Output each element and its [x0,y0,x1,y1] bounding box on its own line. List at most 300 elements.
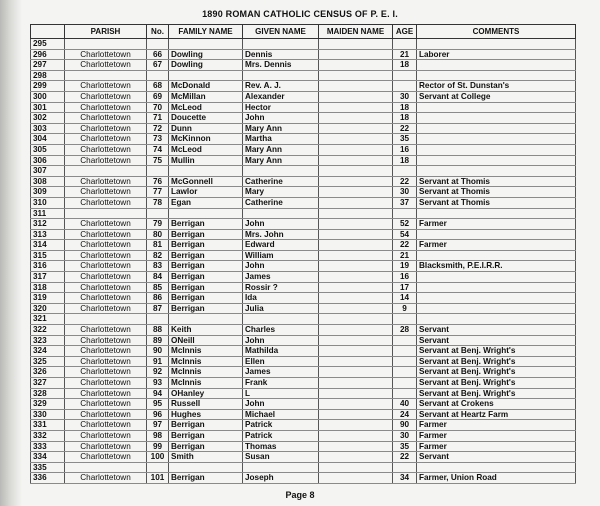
comments-cell: Servant at Crokens [417,399,576,410]
line-number-cell: 321 [31,314,65,325]
household-number-cell [147,39,169,50]
table-row [31,208,576,219]
family-name-cell [169,70,243,81]
age-cell: 37 [393,197,417,208]
parish-cell: Charlottetown [65,335,147,346]
family-name-cell: McLeod [169,144,243,155]
line-number-cell: 318 [31,282,65,293]
parish-cell: Charlottetown [65,272,147,283]
given-name-cell: James [243,272,319,283]
household-number-cell: 73 [147,134,169,145]
line-number-cell: 312 [31,219,65,230]
household-number-cell [147,462,169,473]
parish-cell [65,462,147,473]
family-name-cell [169,166,243,177]
maiden-name-cell [319,81,393,92]
given-name-cell: Michael [243,409,319,420]
maiden-name-cell [319,441,393,452]
line-number-cell: 322 [31,325,65,336]
comments-cell: Servant at Benj. Wright's [417,388,576,399]
parish-cell: Charlottetown [65,113,147,124]
table-row [31,134,576,145]
maiden-name-cell [319,219,393,230]
table-row [31,346,576,357]
maiden-name-cell [319,293,393,304]
table-row [31,39,576,50]
age-cell: 14 [393,293,417,304]
parish-cell: Charlottetown [65,144,147,155]
given-name-cell: William [243,250,319,261]
table-row [31,335,576,346]
parish-cell [65,208,147,219]
maiden-name-cell [319,49,393,60]
comments-cell [417,314,576,325]
line-number-cell: 325 [31,356,65,367]
age-cell: 35 [393,134,417,145]
maiden-name-cell [319,314,393,325]
line-number-cell: 326 [31,367,65,378]
family-name-cell: Dowling [169,60,243,71]
comments-cell: Servant at Benj. Wright's [417,356,576,367]
family-name-cell: Berrigan [169,219,243,230]
family-name-cell: Berrigan [169,293,243,304]
comments-cell [417,123,576,134]
table-row [31,367,576,378]
header-maiden-name: MAIDEN NAME [319,25,393,39]
parish-cell: Charlottetown [65,219,147,230]
given-name-cell: Joseph [243,473,319,484]
comments-cell: Servant at College [417,91,576,102]
parish-cell: Charlottetown [65,197,147,208]
parish-cell: Charlottetown [65,409,147,420]
table-row [31,272,576,283]
family-name-cell [169,39,243,50]
table-row [31,462,576,473]
age-cell: 30 [393,187,417,198]
given-name-cell: John [243,399,319,410]
maiden-name-cell [319,144,393,155]
maiden-name-cell [319,113,393,124]
age-cell [393,39,417,50]
maiden-name-cell [319,240,393,251]
age-cell [393,70,417,81]
maiden-name-cell [319,430,393,441]
age-cell: 16 [393,144,417,155]
parish-cell: Charlottetown [65,134,147,145]
household-number-cell: 92 [147,367,169,378]
age-cell: 18 [393,60,417,71]
maiden-name-cell [319,91,393,102]
given-name-cell [243,208,319,219]
given-name-cell: Mrs. John [243,229,319,240]
header-comments: COMMENTS [417,25,576,39]
parish-cell: Charlottetown [65,49,147,60]
age-cell [393,346,417,357]
maiden-name-cell [319,303,393,314]
header-age: AGE [393,25,417,39]
table-row [31,70,576,81]
parish-cell [65,39,147,50]
line-number-cell: 310 [31,197,65,208]
table-row [31,325,576,336]
maiden-name-cell [319,70,393,81]
line-number-cell: 301 [31,102,65,113]
given-name-cell: Julia [243,303,319,314]
table-row [31,91,576,102]
family-name-cell: McDonald [169,81,243,92]
comments-cell [417,229,576,240]
table-row [31,60,576,71]
parish-cell: Charlottetown [65,346,147,357]
family-name-cell: Berrigan [169,282,243,293]
age-cell: 19 [393,261,417,272]
table-row [31,123,576,134]
page-number: Page 8 [285,490,315,500]
parish-cell: Charlottetown [65,378,147,389]
maiden-name-cell [319,176,393,187]
age-cell: 16 [393,272,417,283]
given-name-cell: Patrick [243,430,319,441]
comments-cell [417,208,576,219]
line-number-cell: 336 [31,473,65,484]
family-name-cell: Dowling [169,49,243,60]
table-row [31,441,576,452]
parish-cell: Charlottetown [65,261,147,272]
maiden-name-cell [319,261,393,272]
given-name-cell: L [243,388,319,399]
comments-cell [417,155,576,166]
age-cell: 54 [393,229,417,240]
household-number-cell: 75 [147,155,169,166]
comments-cell: Servant at Thomis [417,197,576,208]
age-cell: 52 [393,219,417,230]
family-name-cell: Berrigan [169,261,243,272]
household-number-cell: 98 [147,430,169,441]
family-name-cell: Mullin [169,155,243,166]
family-name-cell: McInnis [169,346,243,357]
line-number-cell: 323 [31,335,65,346]
family-name-cell: ONeill [169,335,243,346]
parish-cell: Charlottetown [65,430,147,441]
given-name-cell: Hector [243,102,319,113]
table-row [31,303,576,314]
comments-cell [417,144,576,155]
household-number-cell: 97 [147,420,169,431]
household-number-cell: 90 [147,346,169,357]
comments-cell [417,113,576,124]
line-number-cell: 315 [31,250,65,261]
maiden-name-cell [319,378,393,389]
parish-cell: Charlottetown [65,420,147,431]
household-number-cell: 99 [147,441,169,452]
age-cell [393,166,417,177]
comments-cell: Farmer [417,441,576,452]
age-cell: 34 [393,473,417,484]
given-name-cell: Dennis [243,49,319,60]
given-name-cell: Martha [243,134,319,145]
line-number-cell: 316 [31,261,65,272]
household-number-cell: 79 [147,219,169,230]
comments-cell: Servant at Benj. Wright's [417,367,576,378]
comments-cell: Farmer [417,430,576,441]
comments-cell [417,102,576,113]
line-number-cell: 333 [31,441,65,452]
line-number-cell: 327 [31,378,65,389]
line-number-cell: 308 [31,176,65,187]
family-name-cell: McLeod [169,102,243,113]
table-row [31,144,576,155]
family-name-cell: McGonnell [169,176,243,187]
parish-cell: Charlottetown [65,293,147,304]
household-number-cell: 91 [147,356,169,367]
header-number: No. [147,25,169,39]
household-number-cell [147,314,169,325]
parish-cell: Charlottetown [65,102,147,113]
family-name-cell: Keith [169,325,243,336]
line-number-cell: 299 [31,81,65,92]
parish-cell: Charlottetown [65,60,147,71]
given-name-cell: Mary Ann [243,123,319,134]
family-name-cell: Berrigan [169,229,243,240]
family-name-cell: McMillan [169,91,243,102]
comments-cell: Blacksmith, P.E.I.R.R. [417,261,576,272]
given-name-cell: John [243,219,319,230]
given-name-cell: Mary Ann [243,155,319,166]
line-number-cell: 300 [31,91,65,102]
family-name-cell: Berrigan [169,272,243,283]
line-number-cell: 307 [31,166,65,177]
maiden-name-cell [319,346,393,357]
household-number-cell: 81 [147,240,169,251]
household-number-cell: 88 [147,325,169,336]
given-name-cell: Mary [243,187,319,198]
table-row [31,452,576,463]
table-row [31,378,576,389]
comments-cell: Servant [417,335,576,346]
line-number-cell: 334 [31,452,65,463]
line-number-cell: 302 [31,113,65,124]
maiden-name-cell [319,388,393,399]
table-row [31,282,576,293]
given-name-cell: Mary Ann [243,144,319,155]
household-number-cell: 86 [147,293,169,304]
household-number-cell: 74 [147,144,169,155]
household-number-cell: 84 [147,272,169,283]
maiden-name-cell [319,282,393,293]
parish-cell [65,70,147,81]
age-cell: 17 [393,282,417,293]
table-row [31,356,576,367]
age-cell: 30 [393,430,417,441]
line-number-cell: 311 [31,208,65,219]
age-cell [393,314,417,325]
household-number-cell: 96 [147,409,169,420]
maiden-name-cell [319,123,393,134]
maiden-name-cell [319,187,393,198]
maiden-name-cell [319,356,393,367]
line-number-cell: 319 [31,293,65,304]
age-cell: 18 [393,102,417,113]
household-number-cell: 85 [147,282,169,293]
maiden-name-cell [319,60,393,71]
family-name-cell: Berrigan [169,473,243,484]
family-name-cell: Berrigan [169,420,243,431]
age-cell: 28 [393,325,417,336]
maiden-name-cell [319,367,393,378]
parish-cell: Charlottetown [65,176,147,187]
table-row [31,430,576,441]
age-cell [393,335,417,346]
line-number-cell: 317 [31,272,65,283]
parish-cell: Charlottetown [65,187,147,198]
comments-cell: Servant at Benj. Wright's [417,346,576,357]
line-number-cell: 303 [31,123,65,134]
maiden-name-cell [319,102,393,113]
line-number-cell: 329 [31,399,65,410]
line-number-cell: 305 [31,144,65,155]
given-name-cell: Mathilda [243,346,319,357]
family-name-cell [169,314,243,325]
age-cell: 40 [393,399,417,410]
header-family-name: FAMILY NAME [169,25,243,39]
maiden-name-cell [319,155,393,166]
maiden-name-cell [319,325,393,336]
given-name-cell: Edward [243,240,319,251]
parish-cell: Charlottetown [65,303,147,314]
line-number-cell: 331 [31,420,65,431]
household-number-cell [147,208,169,219]
age-cell: 22 [393,240,417,251]
given-name-cell: Charles [243,325,319,336]
table-row [31,229,576,240]
maiden-name-cell [319,420,393,431]
table-row [31,293,576,304]
table-row [31,473,576,484]
comments-cell [417,134,576,145]
given-name-cell: John [243,261,319,272]
household-number-cell [147,70,169,81]
census-body [31,39,576,484]
comments-cell: Rector of St. Dunstan's [417,81,576,92]
parish-cell: Charlottetown [65,240,147,251]
line-number-cell: 297 [31,60,65,71]
age-cell [393,208,417,219]
family-name-cell: Doucette [169,113,243,124]
given-name-cell: Catherine [243,197,319,208]
comments-cell: Servant [417,325,576,336]
household-number-cell: 67 [147,60,169,71]
header-parish: PARISH [65,25,147,39]
age-cell: 18 [393,113,417,124]
household-number-cell: 69 [147,91,169,102]
document-title: 1890 ROMAN CATHOLIC CENSUS OF P. E. I. [202,9,398,19]
given-name-cell: Frank [243,378,319,389]
family-name-cell: Berrigan [169,240,243,251]
family-name-cell: Dunn [169,123,243,134]
given-name-cell [243,70,319,81]
given-name-cell: Thomas [243,441,319,452]
parish-cell: Charlottetown [65,441,147,452]
age-cell: 22 [393,452,417,463]
parish-cell: Charlottetown [65,155,147,166]
parish-cell: Charlottetown [65,250,147,261]
comments-cell [417,293,576,304]
line-number-cell: 295 [31,39,65,50]
household-number-cell: 94 [147,388,169,399]
maiden-name-cell [319,462,393,473]
comments-cell [417,250,576,261]
maiden-name-cell [319,272,393,283]
given-name-cell: Mrs. Dennis [243,60,319,71]
family-name-cell: Berrigan [169,441,243,452]
family-name-cell: McInnis [169,356,243,367]
given-name-cell: John [243,113,319,124]
given-name-cell [243,314,319,325]
given-name-cell [243,462,319,473]
comments-cell: Farmer, Union Road [417,473,576,484]
household-number-cell: 87 [147,303,169,314]
family-name-cell [169,462,243,473]
family-name-cell: McKinnon [169,134,243,145]
maiden-name-cell [319,208,393,219]
household-number-cell: 77 [147,187,169,198]
household-number-cell: 71 [147,113,169,124]
household-number-cell: 66 [147,49,169,60]
age-cell: 22 [393,176,417,187]
table-row [31,166,576,177]
parish-cell: Charlottetown [65,325,147,336]
maiden-name-cell [319,229,393,240]
table-row [31,420,576,431]
comments-cell: Servant at Thomis [417,187,576,198]
table-row [31,399,576,410]
line-number-cell: 330 [31,409,65,420]
age-cell: 21 [393,250,417,261]
line-number-cell: 328 [31,388,65,399]
age-cell: 9 [393,303,417,314]
household-number-cell: 70 [147,102,169,113]
line-number-cell: 309 [31,187,65,198]
household-number-cell: 76 [147,176,169,187]
age-cell: 24 [393,409,417,420]
table-row [31,155,576,166]
comments-cell: Servant at Heartz Farm [417,409,576,420]
line-number-cell: 314 [31,240,65,251]
parish-cell [65,166,147,177]
age-cell [393,388,417,399]
comments-cell [417,166,576,177]
family-name-cell: Berrigan [169,430,243,441]
age-cell [393,81,417,92]
parish-cell: Charlottetown [65,399,147,410]
parish-cell: Charlottetown [65,91,147,102]
given-name-cell: Rossir ? [243,282,319,293]
household-number-cell: 100 [147,452,169,463]
table-row [31,102,576,113]
parish-cell: Charlottetown [65,282,147,293]
header-row [31,25,576,39]
maiden-name-cell [319,409,393,420]
family-name-cell: McInnis [169,378,243,389]
table-row [31,314,576,325]
parish-cell: Charlottetown [65,123,147,134]
household-number-cell: 101 [147,473,169,484]
parish-cell: Charlottetown [65,388,147,399]
header-given-name: GIVEN NAME [243,25,319,39]
table-row [31,197,576,208]
comments-cell: Laborer [417,49,576,60]
comments-cell [417,462,576,473]
